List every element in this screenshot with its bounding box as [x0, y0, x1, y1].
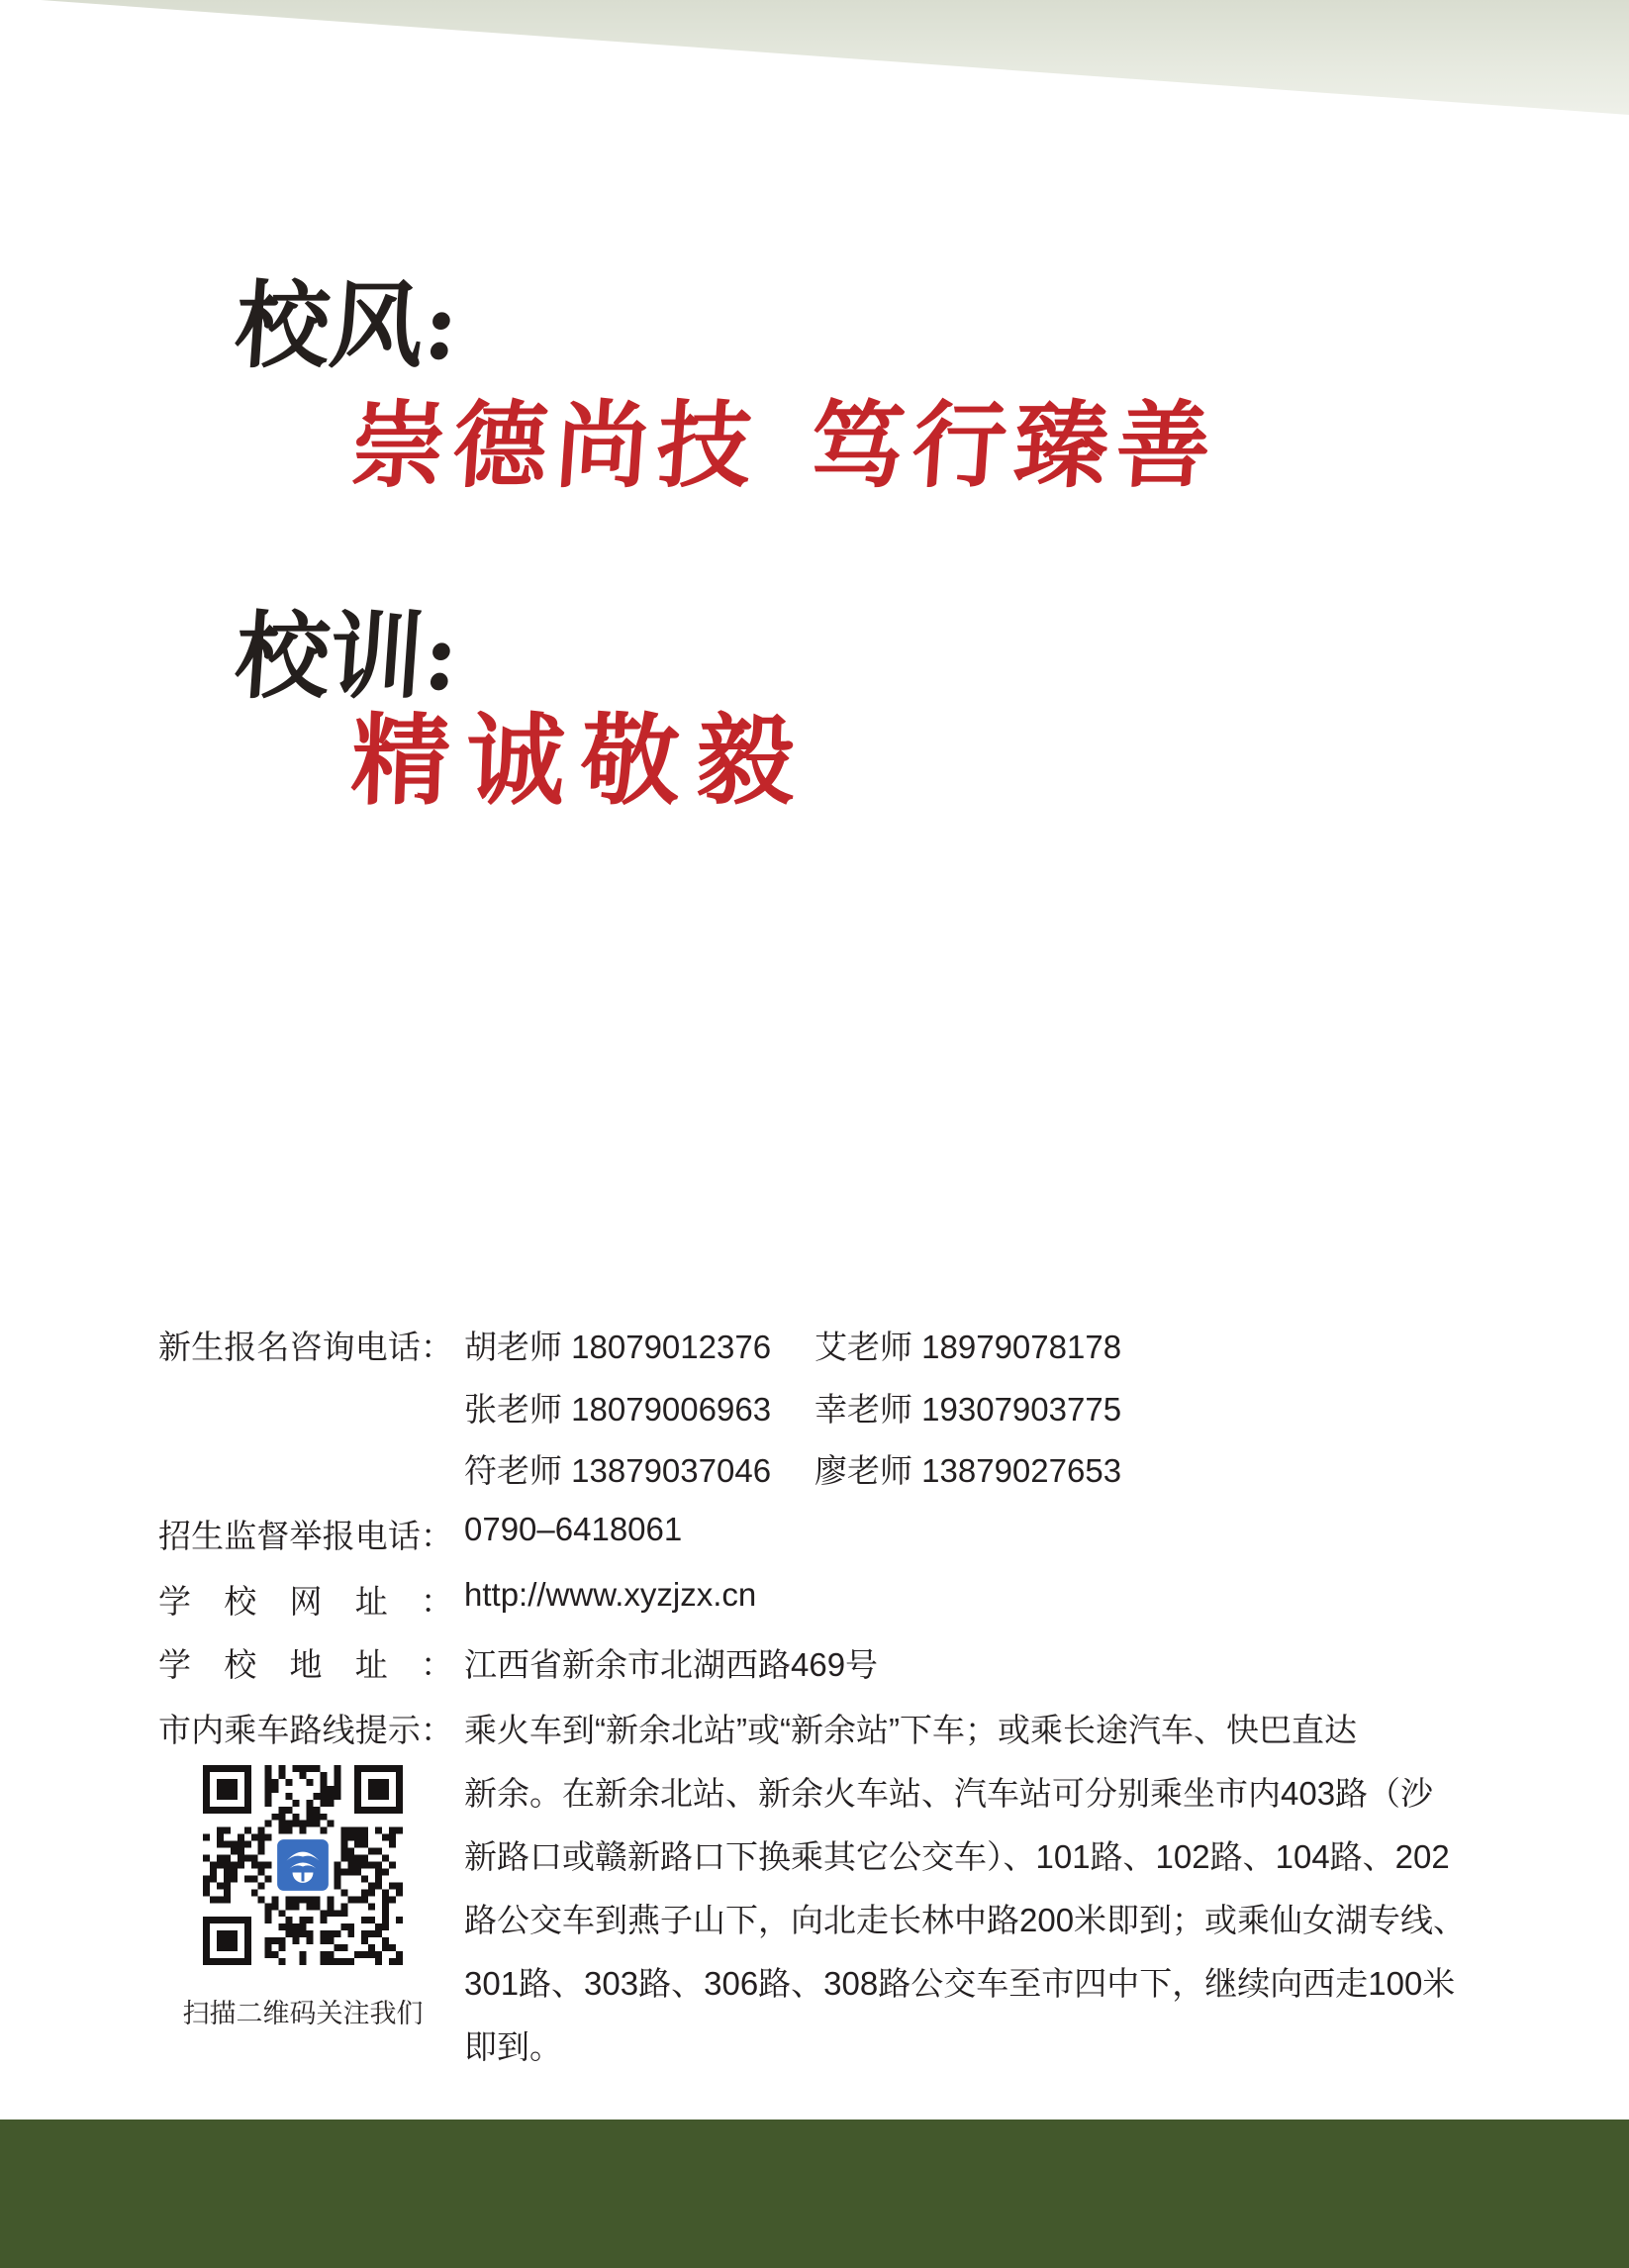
website-label: 学校网址：: [158, 1583, 453, 1620]
website-value: http://www.xyzjzx.cn: [464, 1576, 757, 1613]
enroll-phone-teacher: 廖老师 13879027653: [814, 1452, 1122, 1489]
bus-route-line: 乘火车到“新余北站”或“新余站”下车；或乘长途汽车、快巴直达: [464, 1712, 1357, 1748]
enroll-phone-teacher: 艾老师 18979078178: [814, 1329, 1122, 1365]
enroll-phone-row-1: [158, 1322, 1564, 1363]
school-style-part2: 笃行臻善: [807, 391, 1222, 501]
qr-code: [203, 1765, 403, 1965]
enroll-phone-teacher: 幸老师 19307903775: [814, 1391, 1122, 1428]
address-label: 学校地址：: [158, 1646, 453, 1683]
school-motto-label: 校训:: [232, 602, 462, 712]
enroll-phone-teacher: 张老师 18079006963: [464, 1391, 772, 1428]
supervise-phone-value: 0790–6418061: [464, 1511, 683, 1547]
school-style-part1: 崇德尚技: [347, 391, 763, 501]
bus-route-row: [158, 1705, 1564, 1746]
school-style-label: 校风:: [232, 271, 462, 381]
school-motto-text: 精诚敬毅: [348, 702, 814, 819]
enroll-phone-label: 新生报名咨询电话：: [158, 1329, 453, 1365]
qr-code-graphic: [203, 1765, 403, 1965]
supervise-phone-label: 招生监督举报电话：: [158, 1518, 453, 1554]
address-row: [158, 1639, 1564, 1681]
bus-route-line: 新余。在新余北站、新余火车站、汽车站可分别乘坐市内403路（沙: [464, 1775, 1434, 1812]
enroll-phone-row-2: [158, 1384, 1564, 1426]
enroll-phone-teacher: 胡老师 18079012376: [464, 1329, 772, 1365]
qr-caption: 扫描二维码关注我们: [182, 1999, 424, 2028]
supervise-phone-row: [158, 1511, 1564, 1552]
bus-route-line: 即到。: [464, 2028, 562, 2065]
address-value: 江西省新余市北湖西路469号: [464, 1646, 879, 1683]
enroll-phone-teacher: 符老师 13879037046: [464, 1452, 772, 1489]
enroll-phone-row-3: [158, 1445, 1564, 1487]
bus-route-line: 路公交车到燕子山下，向北走长林中路200米即到；或乘仙女湖专线、: [464, 1902, 1467, 1938]
footer-green-band: [0, 2120, 1629, 2268]
qr-center-logo: [276, 1838, 331, 1893]
bus-route-line: 301路、303路、306路、308路公交车至市四中下，继续向西走100米: [464, 1965, 1456, 2002]
top-gradient-decoration: [0, 0, 1629, 230]
bus-route-line: 新路口或赣新路口下换乘其它公交车）、101路、102路、104路、202: [464, 1838, 1450, 1875]
website-row: [158, 1576, 1564, 1618]
bus-route-label: 市内乘车路线提示：: [158, 1712, 453, 1748]
school-style-text: [347, 391, 1222, 501]
